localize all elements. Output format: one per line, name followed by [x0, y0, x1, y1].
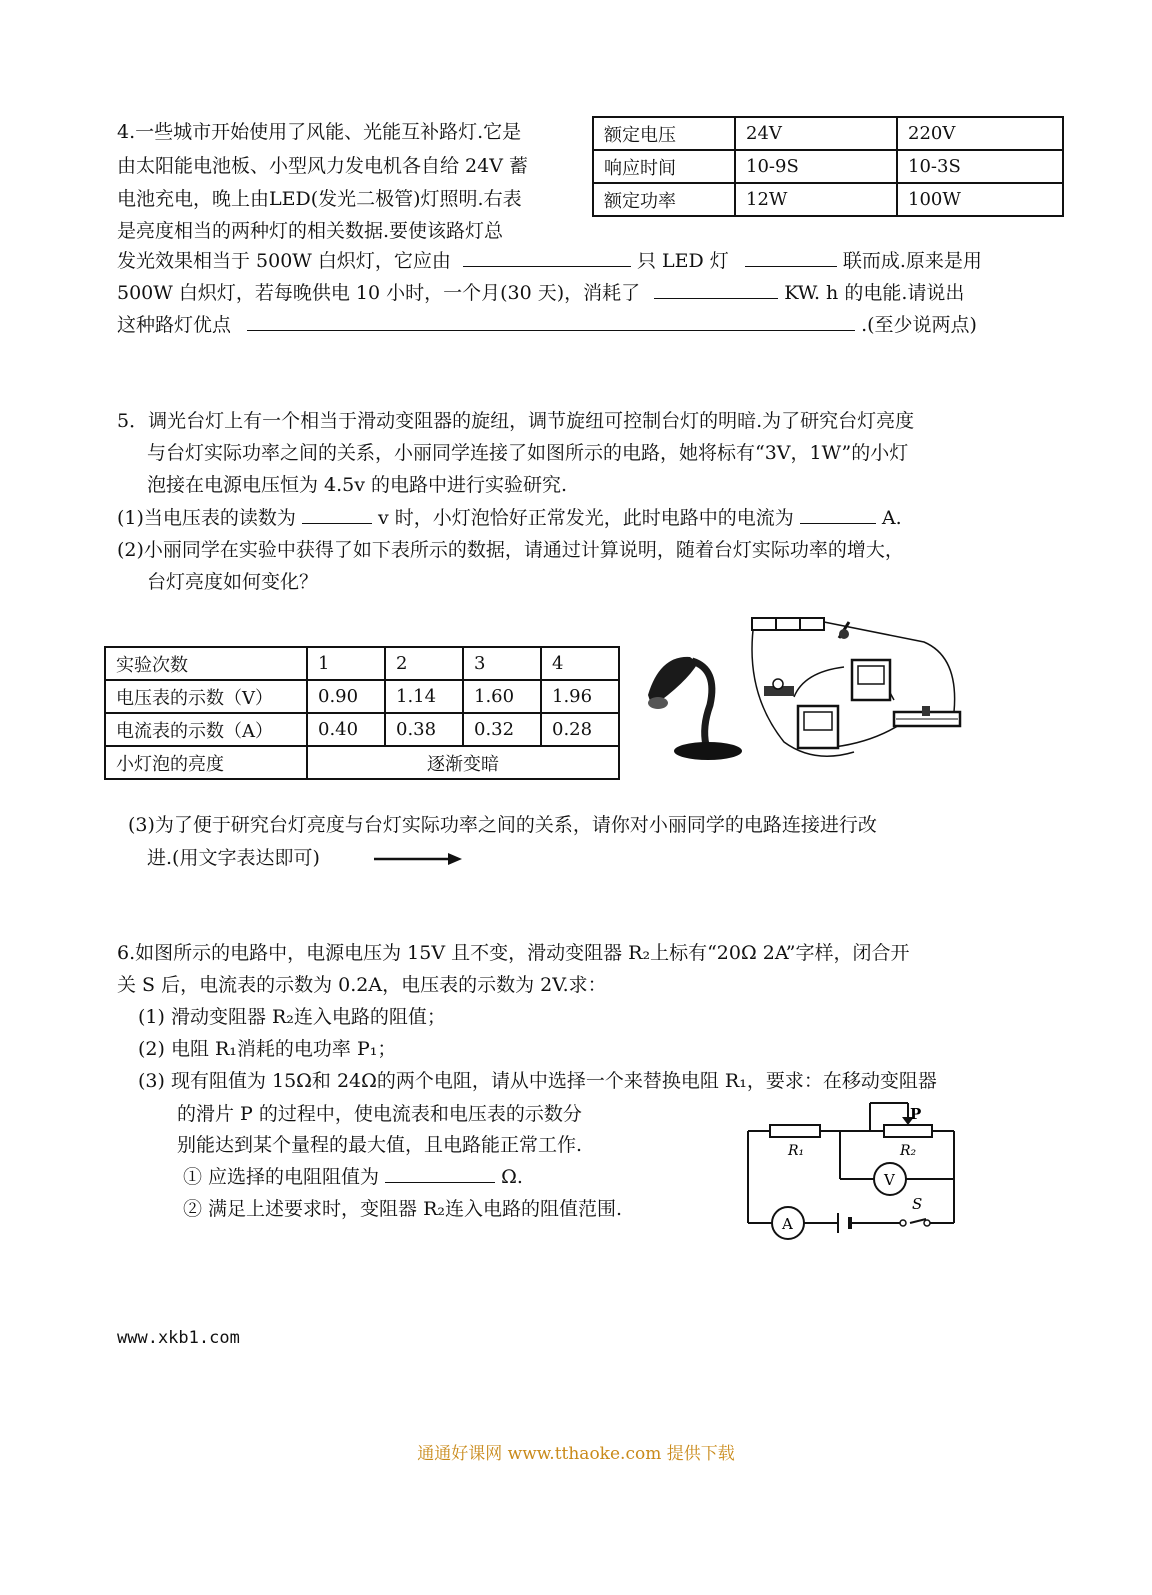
q6-sub-2: ② 满足上述要求时，变阻器 R₂连入电路的阻值范围. [183, 1198, 623, 1220]
footer-credit: 通通好课网 www.tthaoke.com 提供下载 [417, 1444, 735, 1464]
q5-intro-1: 5．调光台灯上有一个相当于滑动变阻器的旋纽，调节旋纽可控制台灯的明暗.为了研究台灯亮度 [117, 410, 915, 432]
table-row [105, 713, 619, 746]
q4-line-7 [117, 309, 977, 342]
label-p: P [910, 1105, 922, 1123]
q4-text: 联而成.原来是用 [842, 250, 982, 272]
q4-text: .(至少说两点) [861, 314, 977, 336]
q4-line-6 [117, 277, 964, 310]
table-cell: 逐渐变暗 [307, 746, 619, 779]
q6-part-2: (2) 电阻 R₁消耗的电功率 P₁； [138, 1038, 397, 1060]
label-v: V [884, 1171, 895, 1189]
website-url[interactable]: www.xkb1.com [117, 1328, 240, 1348]
table-cell: 1.96 [541, 680, 619, 713]
q6-sub-1 [183, 1161, 523, 1194]
q5-intro-3: 泡接在电源电压恒为 4.5v 的电路中进行实验研究. [147, 474, 568, 496]
table-cell: 1 [307, 647, 385, 680]
q4-lamp-table [592, 116, 1064, 217]
table-cell: 0.40 [307, 713, 385, 746]
q5-text: (1)当电压表的读数为 [117, 507, 296, 529]
answer-blank-led-count[interactable] [463, 246, 631, 267]
table-row [105, 680, 619, 713]
arrow-right-icon [372, 852, 464, 866]
table-cell: 10-9S [735, 150, 897, 183]
q4-text: 500W 白炽灯，若每晚供电 10 小时，一个月(30 天)，消耗了 [117, 282, 641, 304]
q4-text: KW. h 的电能.请说出 [784, 282, 965, 304]
q4-line-1: 4.一些城市开始使用了风能、光能互补路灯.它是 [117, 121, 522, 143]
table-cell: 220V [897, 117, 1063, 150]
table-cell: 3 [463, 647, 541, 680]
answer-blank-resistance[interactable] [385, 1162, 495, 1183]
answer-blank-energy[interactable] [654, 278, 778, 299]
table-cell: 1.60 [463, 680, 541, 713]
table-cell: 100W [897, 183, 1063, 216]
q6-part-3: (3) 现有阻值为 15Ω和 24Ω的两个电阻，请从中选择一个来替换电阻 R₁，要求：在移动变阻器 [138, 1070, 937, 1092]
q5-part-2-line-1: (2)小丽同学在实验中获得了如下表所示的数据，请通过计算说明，随着台灯实际功率的增大， [117, 539, 904, 561]
table-row [593, 150, 1063, 183]
table-cell: 小灯泡的亮度 [105, 746, 307, 779]
q6-part-3-line-3: 别能达到某个量程的最大值，且电路能正常工作. [177, 1134, 583, 1156]
answer-blank-connection[interactable] [745, 246, 837, 267]
table-cell: 电压表的示数（V） [105, 680, 307, 713]
q6-part-1: (1) 滑动变阻器 R₂连入电路的阻值； [138, 1006, 446, 1028]
table-row [105, 647, 619, 680]
label-s: S [912, 1195, 923, 1213]
answer-blank-advantages[interactable] [247, 310, 855, 331]
resistor-r1 [770, 1125, 820, 1137]
table-cell: 10-3S [897, 150, 1063, 183]
circuit-photo-illustration [744, 612, 966, 767]
q5-part-1 [117, 502, 902, 535]
table-cell: 电流表的示数（A） [105, 713, 307, 746]
table-cell: 12W [735, 183, 897, 216]
label-r2: R₂ [900, 1143, 917, 1159]
q5-part-2-line-2: 台灯亮度如何变化？ [147, 571, 319, 593]
q4-text: 发光效果相当于 500W 白炽灯，它应由 [117, 250, 451, 272]
table-row [593, 117, 1063, 150]
table-cell: 实验次数 [105, 647, 307, 680]
table-cell: 0.28 [541, 713, 619, 746]
q4-line-3: 电池充电，晚上由LED(发光二极管)灯照明.右表 [117, 188, 522, 210]
q4-text: 只 LED 灯 [636, 250, 729, 272]
q6-text: Ω. [501, 1166, 523, 1188]
table-cell: 0.90 [307, 680, 385, 713]
label-a: A [782, 1215, 793, 1233]
q5-text: v 时，小灯泡恰好正常发光，此时电路中的电流为 [378, 507, 794, 529]
table-cell: 额定功率 [593, 183, 735, 216]
q6-text: ① 应选择的电阻阻值为 [183, 1166, 380, 1188]
q4-text: 这种路灯优点 [117, 314, 232, 336]
table-row [593, 183, 1063, 216]
answer-blank-current[interactable] [800, 503, 876, 524]
q5-data-table [104, 646, 620, 780]
table-cell: 0.38 [385, 713, 463, 746]
table-cell: 24V [735, 117, 897, 150]
q4-line-4: 是亮度相当的两种灯的相关数据.要使该路灯总 [117, 220, 504, 242]
table-cell: 2 [385, 647, 463, 680]
q4-line-5 [117, 245, 982, 278]
q5-part-3-line-1: (3)为了便于研究台灯亮度与台灯实际功率之间的关系，请你对小丽同学的电路连接进行改 [128, 814, 877, 836]
table-cell: 4 [541, 647, 619, 680]
q5-intro-2: 与台灯实际功率之间的关系，小丽同学连接了如图所示的电路，她将标有“3V，1W”的小灯 [147, 442, 909, 464]
circuit-diagram [740, 1095, 965, 1243]
q6-intro-1: 6.如图所示的电路中，电源电压为 15V 且不变，滑动变阻器 R₂上标有“20Ω 2A”字样，闭合开 [117, 942, 910, 964]
q5-text: A. [881, 507, 902, 529]
rheostat-r2 [884, 1125, 932, 1137]
answer-blank-voltage[interactable] [302, 503, 372, 524]
table-cell: 响应时间 [593, 150, 735, 183]
table-cell: 1.14 [385, 680, 463, 713]
q6-part-3-line-2: 的滑片 P 的过程中，使电流表和电压表的示数分 [177, 1103, 582, 1125]
label-r1: R₁ [788, 1143, 805, 1159]
table-cell: 0.32 [463, 713, 541, 746]
switch-icon [900, 1220, 906, 1226]
q4-line-2: 由太阳能电池板、小型风力发电机各自给 24V 蓄 [117, 155, 528, 177]
table-cell: 额定电压 [593, 117, 735, 150]
q5-part-3-line-2: 进.(用文字表达即可) [147, 847, 320, 869]
q6-intro-2: 关 S 后，电流表的示数为 0.2A，电压表的示数为 2V.求： [117, 974, 607, 996]
table-row [105, 746, 619, 779]
desk-lamp-illustration [640, 645, 750, 765]
